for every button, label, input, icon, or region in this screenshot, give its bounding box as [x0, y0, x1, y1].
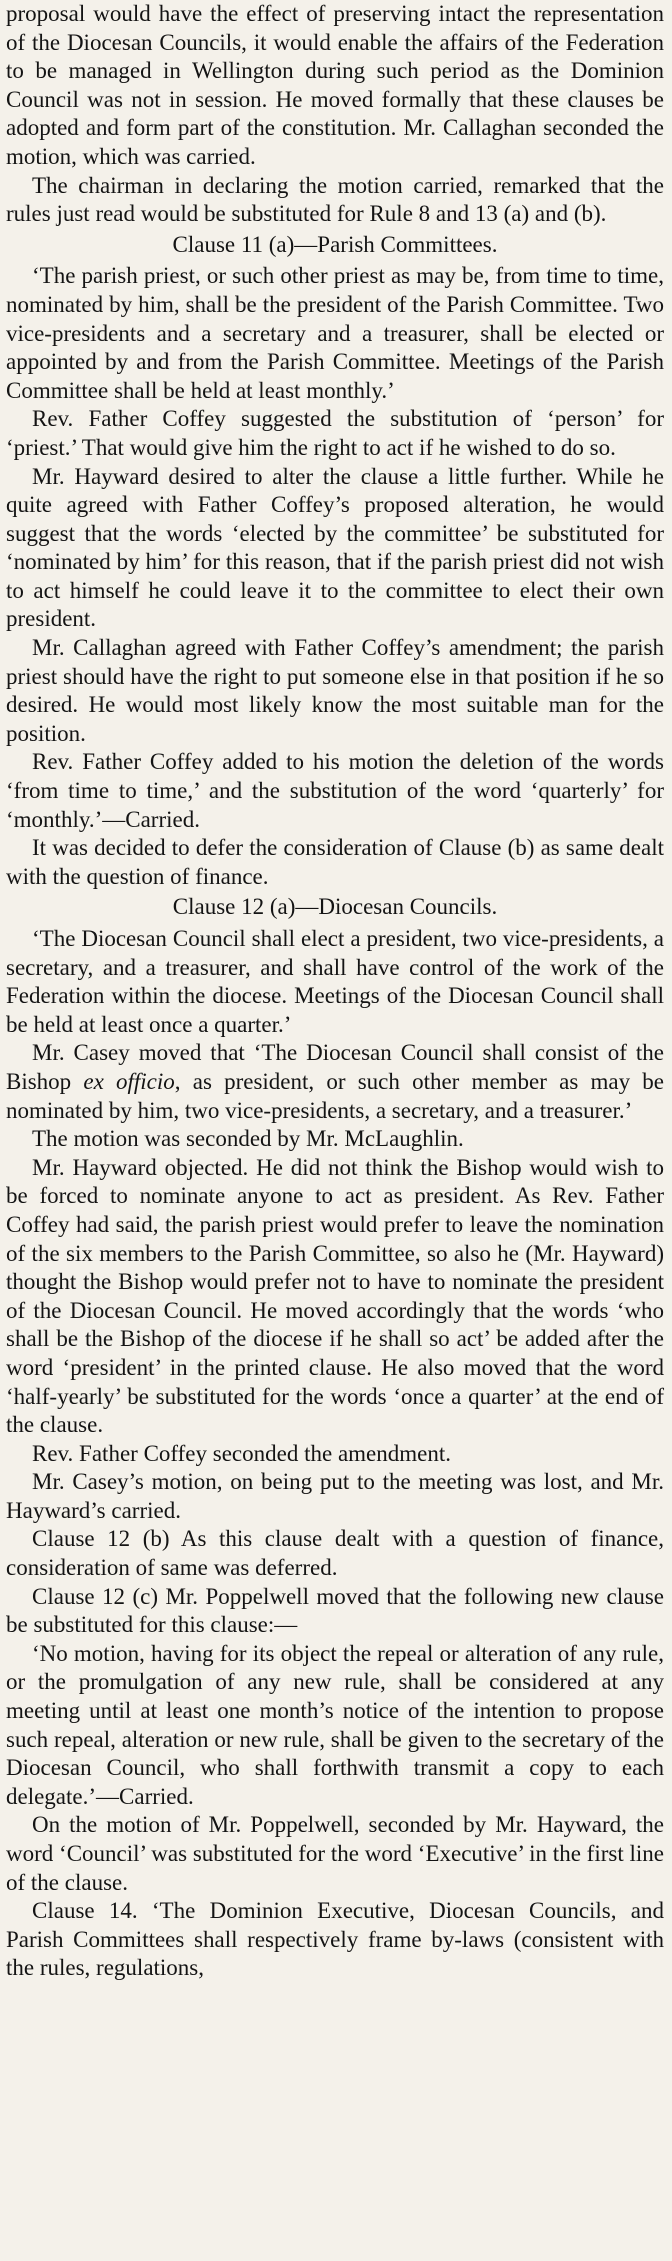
paragraph: Rev. Father Coffey suggested the substitution of ‘person’ for ‘priest.’ That would give him the right to act if he wished to do so.	[6, 406, 664, 460]
paragraph: It was decided to defer the consideration of Clause (b) as same dealt with the question of finance.	[6, 835, 664, 889]
paragraph: Mr. Casey’s motion, on being put to the meeting was lost, and Mr. Hayward’s carried.	[6, 1469, 664, 1523]
clause-heading: Clause 11 (a)—Parish Committees.	[172, 231, 498, 257]
paragraph: Mr. Hayward objected. He did not think the Bishop would wish to be forced to nominate anyone to act as president. As Rev. Father Coffey had said, the parish priest would prefer to leave the nomination of the six members to the Parish Committee, so also he (Mr. Hayward) thought the Bishop would prefer not to have to nominate the president of the Diocesan Council. He moved accordingly that the words ‘who shall be the Bishop of the diocese if he shall so act’ be added after the word ‘president’ in the printed clause. He also moved that the word ‘half-yearly’ be substituted for the words ‘once a quarter’ at the end of the clause.	[6, 1154, 664, 1438]
italic-phrase: ex officio	[83, 1068, 175, 1094]
paragraph: ‘No motion, having for its object the repeal or alteration of any rule, or the promulgation of any new rule, shall be considered at any meeting until at least one month’s notice of the intention to propose such repeal, alteration or new rule, shall be given to the secretary of the Diocesan Council, who shall forthwith transmit a copy to each delegate.’—Carried.	[6, 1640, 664, 1809]
paragraph: Rev. Father Coffey added to his motion the deletion of the words ‘from time to time,’ and the substitution of the word ‘quarterly’ for ‘monthly.’—Carried.	[6, 749, 664, 832]
paragraph: Rev. Father Coffey seconded the amendment.	[32, 1440, 451, 1466]
paragraph: The motion was seconded by Mr. McLaughlin.	[32, 1126, 464, 1152]
paragraph-text: , as president, or such other member as may be nominated by him, two vice-presidents, a secretary, and a treasurer.’	[6, 1068, 664, 1123]
paragraph: Clause 12 (c) Mr. Poppelwell moved that the following new clause be substituted for this clause:—	[6, 1583, 664, 1638]
paragraph: Clause 14. ‘The Dominion Executive, Diocesan Councils, and Parish Committees shall respectively frame by-laws (consistent with the rules, regulations,	[6, 1898, 664, 1981]
paragraph: The chairman in declaring the motion carried, remarked that the rules just read would be substituted for Rule 8 and 13 (a) and (b).	[6, 172, 664, 227]
clause-heading: Clause 12 (a)—Diocesan Councils.	[172, 894, 498, 920]
paragraph	[6, 1039, 664, 1125]
paragraph: Mr. Hayward desired to alter the clause a little further. While he quite agreed with Father Coffey’s proposed alteration, he would suggest that the words ‘elected by the committee’ be substituted for ‘nominated by him’ for this reason, that if the parish priest did not wish to act himself he could leave it to the committee to elect their own president.	[6, 463, 664, 632]
paragraph: proposal would have the effect of preserving intact the representation of the Diocesan Councils, it would enable the affairs of the Federation to be managed in Wellington during such period as the Dominion Council was not in session. He moved formally that these clauses be adopted and form part of the constitution. Mr. Callaghan seconded the motion, which was carried.	[6, 1, 664, 169]
article-column	[6, 0, 664, 1983]
paragraph: On the motion of Mr. Poppelwell, seconded by Mr. Hayward, the word ‘Council’ was substituted for the word ‘Executive’ in the first line of the clause.	[6, 1812, 664, 1895]
paragraph: ‘The Diocesan Council shall elect a president, two vice-presidents, a secretary, and a treasurer, and shall have control of the work of the Federation within the diocese. Meetings of the Diocesan Council shall be held at least once a quarter.’	[6, 926, 664, 1037]
paragraph: Clause 12 (b) As this clause dealt with a question of finance, consideration of same was deferred.	[6, 1526, 664, 1581]
paragraph: ‘The parish priest, or such other priest as may be, from time to time, nominated by him, shall be the president of the Parish Committee. Two vice-presidents and a secretary and a treasurer, shall be elected or appointed by and from the Parish Committee. Meetings of the Parish Committee shall be held at least monthly.’	[6, 263, 664, 403]
paragraph-text: Mr. Casey moved that ‘The Diocesan Council shall consist of the Bishop	[6, 1040, 664, 1094]
paragraph: Mr. Callaghan agreed with Father Coffey’s amendment; the parish priest should have the right to put someone else in that position if he so desired. He would most likely know the most suitable man for the position.	[6, 635, 664, 746]
